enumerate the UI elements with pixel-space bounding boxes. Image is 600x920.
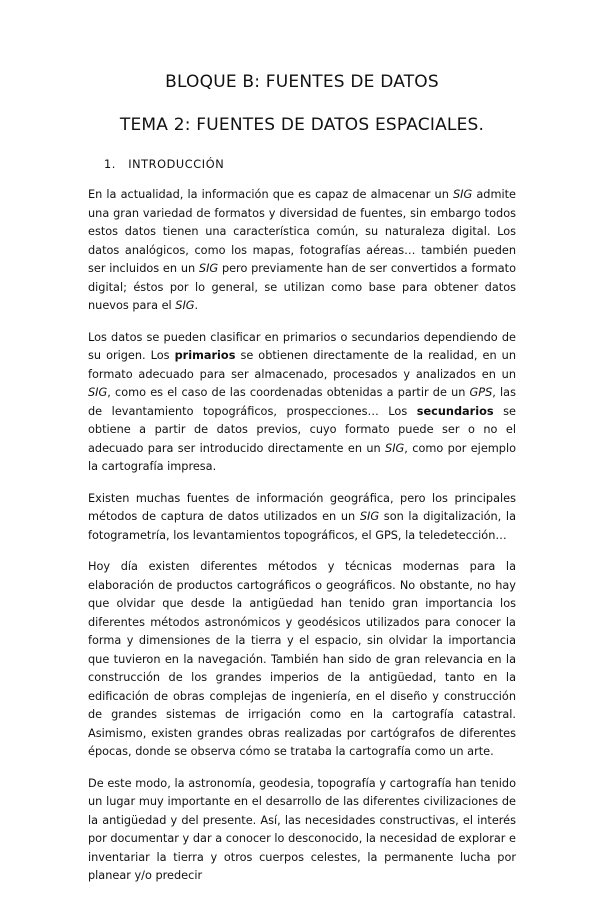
text-run: En la actualidad, la información que es capaz de almacenar un bbox=[88, 188, 453, 201]
section-number: 1. bbox=[104, 158, 116, 171]
text-run: se obtienen directamente de la realidad, en un formato adecuado para ser almacenado, procesados y analizados en un bbox=[88, 349, 516, 381]
acronym-sig: SIG bbox=[198, 262, 219, 275]
acronym-sig: SIG bbox=[88, 386, 108, 399]
text-run: se obtiene a partir de datos previos, cuyo formato puede ser o no el adecuado para ser introducido directamente en un bbox=[88, 404, 516, 455]
section-heading bbox=[104, 158, 516, 171]
text-run: . bbox=[194, 299, 199, 312]
text-run: pero previamente han de ser convertidos a formato digital; éstos por lo general, se utilizan como base para obtener datos nuevos para el bbox=[88, 262, 516, 312]
acronym-sig: SIG bbox=[359, 510, 380, 523]
text-run: son la digitalización, la fotogrametría, los levantamientos topográficos, el GPS, la teledetección… bbox=[88, 510, 516, 542]
topic-title: TEMA 2: FUENTES DE DATOS ESPACIALES. bbox=[119, 115, 485, 135]
text-run: Existen muchas fuentes de información geográfica, pero los principales métodos de captura de datos utilizados en un bbox=[88, 491, 516, 523]
block-title: BLOQUE B: FUENTES DE DATOS bbox=[165, 72, 439, 92]
text-run: , las de levantamiento topográficos, prospecciones… Los bbox=[88, 386, 516, 418]
acronym-gps: GPS bbox=[469, 386, 493, 399]
text-run: , como por ejemplo la cartografía impresa. bbox=[88, 441, 516, 473]
text-run: De este modo, la astronomía, geodesia, topografía y cartografía han tenido un lugar muy importante en el desarrollo de las diferentes civilizaciones de la antigüedad y del presente. Así, las necesidades constructivas, el interés por documentar y dar a conocer lo desconocido, la necesidad de explorar e inventariar la tierra y otros cuerpos celestes, la permanente lucha por planear y/o predecir bbox=[88, 776, 516, 882]
acronym-sig: SIG bbox=[175, 299, 195, 312]
acronym-sig: SIG bbox=[453, 188, 473, 201]
section-title: INTRODUCCIÓN bbox=[128, 158, 225, 171]
text-run: Hoy día existen diferentes métodos y técnicas modernas para la elaboración de productos cartográficos o geográficos. No obstante, no hay que olvidar que desde la antigüedad han tenido gran importancia los diferentes métodos astronómicos y geodésicos utilizados para conocer la forma y dimensiones de la tierra y el espacio, sin olvidar la importancia que tuvieron en la navegación. También han sido de gran relevancia en la construcción de los grandes imperios de la antigüedad, tanto en la edificación de obras complejas de ingeniería, en el diseño y construcción de grandes sistemas de irrigación como en la cartografía catastral. Asimismo, existen grandes obras realizadas por cartógrafos de diferentes épocas, donde se observa cómo se trataba la cartografía como un arte. bbox=[88, 560, 516, 758]
term-secundarios: secundarios bbox=[416, 404, 494, 418]
title-block bbox=[88, 72, 516, 135]
paragraph-1 bbox=[88, 186, 516, 316]
paragraph-2 bbox=[88, 329, 516, 477]
paragraph-5 bbox=[88, 775, 516, 886]
text-run: admite una gran variedad de formatos y diversidad de fuentes, sin embargo todos estos datos tienen una característica común, su naturaleza digital. Los datos analógicos, como los mapas, fotografías aéreas… también pueden ser incluidos en un bbox=[88, 188, 516, 275]
text-run: Los datos se pueden clasificar en primarios o secundarios dependiendo de su origen. Los bbox=[88, 330, 516, 362]
text-run: , como es el caso de las coordenadas obtenidas a partir de un bbox=[107, 386, 470, 399]
document-page bbox=[0, 72, 600, 920]
paragraph-3 bbox=[88, 490, 516, 546]
term-primarios: primarios bbox=[174, 349, 236, 362]
paragraph-4 bbox=[88, 558, 516, 762]
acronym-sig: SIG bbox=[385, 441, 405, 455]
